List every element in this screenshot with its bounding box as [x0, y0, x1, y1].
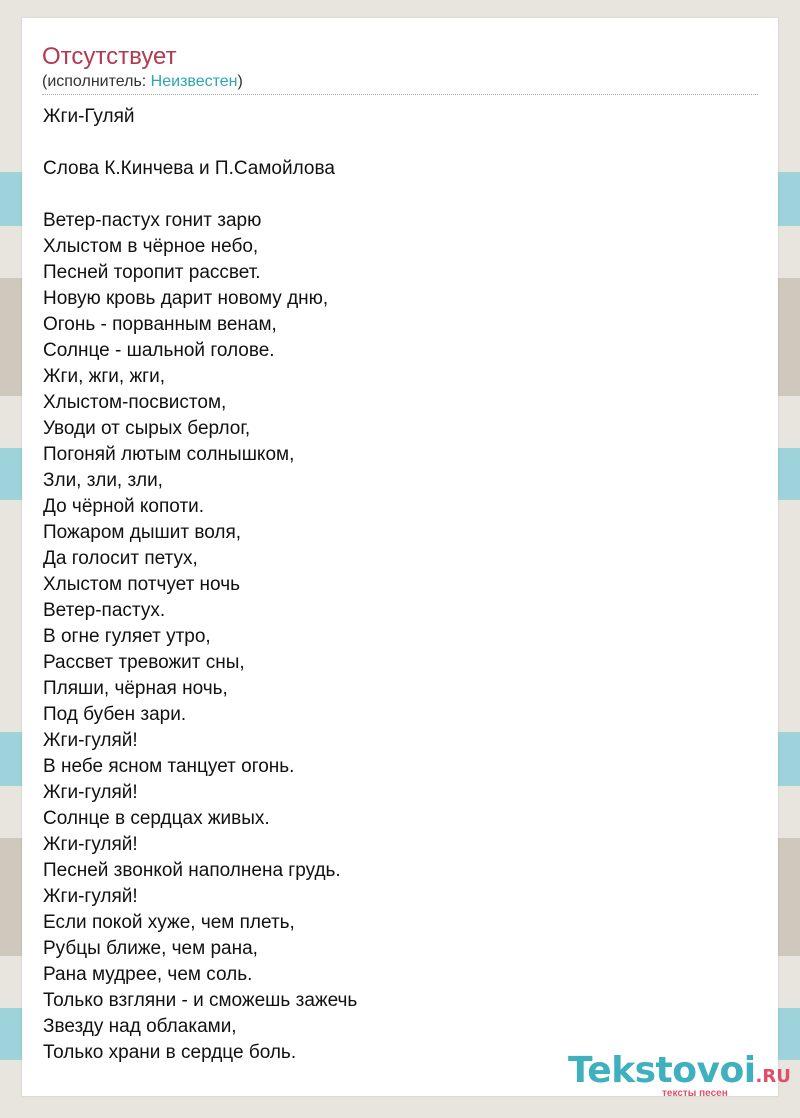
lyrics-line: Жги-Гуляй [43, 106, 135, 127]
lyrics-line: Песней торопит рассвет. [43, 262, 261, 283]
lyrics-line: Жги, жги, жги, [43, 366, 165, 387]
lyrics-line: Уводи от сырых берлог, [43, 418, 251, 439]
logo-tagline: тексты песен [662, 1088, 728, 1099]
lyrics-line: Новую кровь дарит новому дню, [43, 288, 329, 309]
lyrics-line: В небе ясном танцует огонь. [43, 756, 295, 777]
logo-tld: .RU [755, 1066, 791, 1087]
artist-line [42, 72, 758, 92]
lyrics-line: Рубцы ближе, чем рана, [43, 938, 258, 959]
lyrics-line: Песней звонкой наполнена грудь. [43, 860, 341, 881]
lyrics-line: В огне гуляет утро, [43, 626, 211, 647]
lyrics-line: Жги-гуляй! [43, 730, 138, 751]
lyrics-line: Слова К.Кинчева и П.Самойлова [43, 158, 335, 179]
lyrics-blank-line [43, 130, 759, 156]
lyrics-line: Только взгляни - и сможешь зажечь [43, 990, 358, 1011]
lyrics-line: Если покой хуже, чем плеть, [43, 912, 295, 933]
song-title: Отсутствует [42, 43, 177, 70]
lyrics-line: Да голосит петух, [43, 548, 198, 569]
lyrics-body [43, 104, 759, 1066]
lyrics-line: Жги-гуляй! [43, 834, 138, 855]
song-header [42, 42, 758, 92]
lyrics-blank-line [43, 182, 759, 208]
lyrics-line: Хлыстом-посвистом, [43, 392, 227, 413]
lyrics-line: Рассвет тревожит сны, [43, 652, 245, 673]
lyrics-line: Зли, зли, зли, [43, 470, 163, 491]
lyrics-line: Ветер-пастух. [43, 600, 166, 621]
lyrics-line: Огонь - порванным венам, [43, 314, 277, 335]
lyrics-line: Солнце - шальной голове. [43, 340, 275, 361]
lyrics-line: Под бубен зари. [43, 704, 187, 725]
lyrics-line: Рана мудрее, чем соль. [43, 964, 253, 985]
header-divider [42, 94, 758, 95]
artist-suffix: ) [237, 73, 243, 90]
lyrics-line: Только храни в сердце боль. [43, 1042, 297, 1063]
logo-main-text: Tekstovoi [568, 1050, 756, 1091]
lyrics-line: Хлыстом потчует ночь [43, 574, 240, 595]
lyrics-line: Жги-гуляй! [43, 782, 138, 803]
artist-prefix: (исполнитель: [42, 73, 151, 90]
lyrics-line: Звезду над облаками, [43, 1016, 237, 1037]
lyrics-line: Солнце в сердцах живых. [43, 808, 270, 829]
lyrics-line: До чёрной копоти. [43, 496, 205, 517]
lyrics-line: Хлыстом в чёрное небо, [43, 236, 259, 257]
lyrics-line: Погоняй лютым солнышком, [43, 444, 295, 465]
artist-link[interactable]: Неизвестен [150, 73, 238, 90]
lyrics-line: Жги-гуляй! [43, 886, 138, 907]
lyrics-line: Ветер-пастух гонит зарю [43, 210, 262, 231]
lyrics-page [22, 18, 791, 1099]
lyrics-line: Пляши, чёрная ночь, [43, 678, 228, 699]
site-logo[interactable] [568, 1050, 791, 1099]
lyrics-line: Пожаром дышит воля, [43, 522, 242, 543]
